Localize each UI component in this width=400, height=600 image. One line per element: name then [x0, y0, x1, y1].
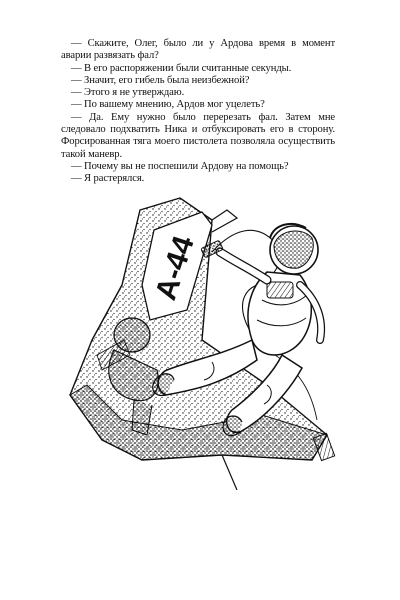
dialogue-line: — Этого я не утверждаю.	[71, 87, 185, 99]
dialogue-line: — Я растерялся.	[71, 173, 145, 185]
hull-marking: А-44	[149, 232, 201, 305]
dialogue-line: — Почему вы не поспешили Ардову на помощь?	[71, 160, 289, 172]
dialogue-text	[61, 38, 335, 186]
cosmonaut-illustration	[62, 190, 337, 490]
dialogue-line: — Скажите, Олег, было ли у Ардова время в момент аварии развязать фал?	[61, 38, 335, 62]
dialogue-line: — Да. Ему нужно было перерезать фал. Затем мне следовало подхватить Ника и отбуксировать его в сторону. Форсированная тяга моего пистолета позволяла осуществить такой маневр.	[61, 111, 335, 160]
dialogue-line: — В его распоряжении были считанные секунды.	[71, 62, 292, 74]
dialogue-line: — Значит, его гибель была неизбежной?	[71, 74, 250, 86]
dialogue-line: — По вашему мнению, Ардов мог уцелеть?	[71, 99, 265, 111]
